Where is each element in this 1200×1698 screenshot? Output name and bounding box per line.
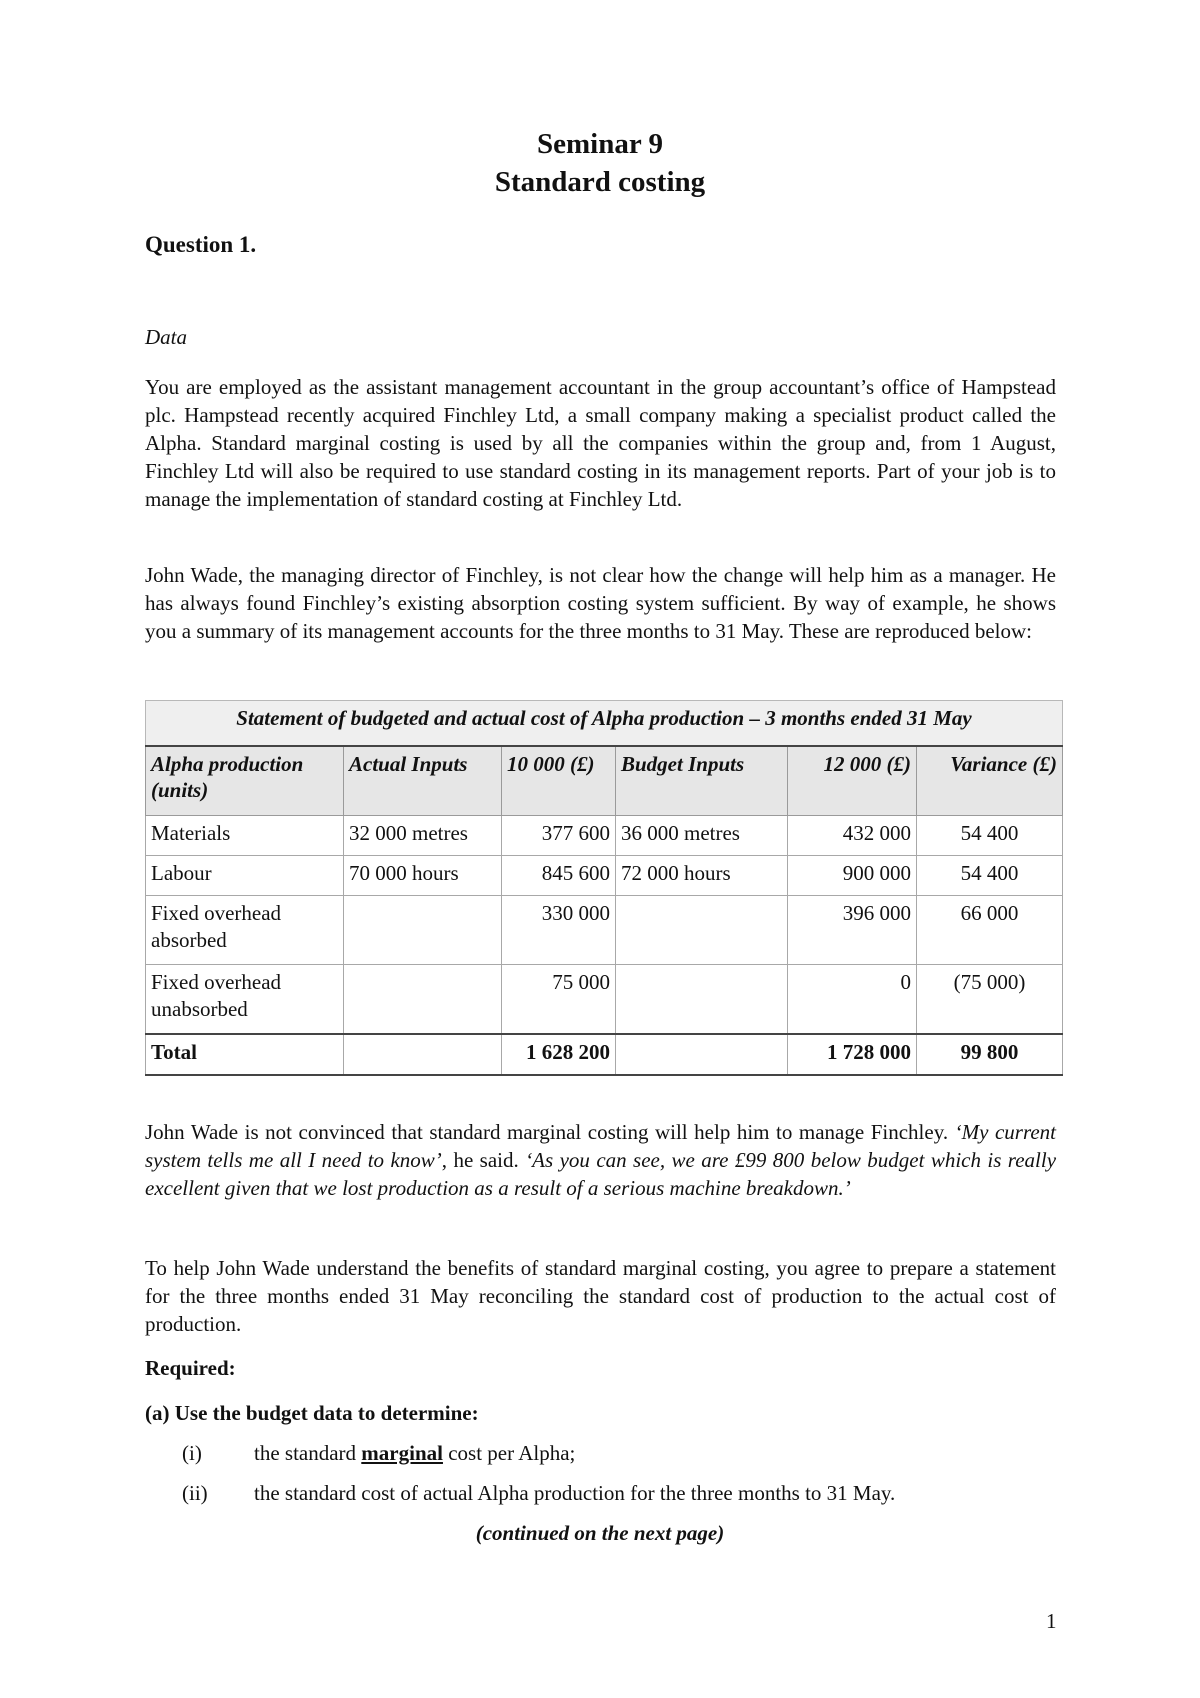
list-item-text: the standard cost of actual Alpha production for the three months to 31 May. (254, 1481, 896, 1505)
list-item-text: the standard (254, 1441, 357, 1465)
table-cell: 54 400 (917, 856, 1063, 896)
table-cell: 1 628 200 (502, 1034, 616, 1075)
table-cell: 377 600 (502, 816, 616, 856)
paragraph-john-wade: John Wade, the managing director of Finchley, is not clear how the change will help him as a manager. He has always found Finchley’s existing absorption costing system sufficient. By way of example, he shows you a summary of its management accounts for the three months to 31 May. These are reproduced below: (145, 563, 1056, 643)
table-cell: 75 000 (502, 965, 616, 1035)
data-label: Data (145, 325, 187, 349)
table-row (146, 856, 1063, 896)
list-item-number: (i) (182, 1441, 202, 1465)
table-cell: 72 000 hours (616, 856, 788, 896)
table-row (146, 896, 1063, 965)
page-subtitle: Standard costing (494, 166, 706, 198)
table-cell: Fixed overhead unabsorbed (146, 965, 344, 1035)
table-cell: 900 000 (788, 856, 917, 896)
table-cell (344, 965, 502, 1035)
paragraph-quote (145, 1118, 1056, 1202)
table-cell: Materials (146, 816, 344, 856)
table-cell (616, 1034, 788, 1075)
table-cell: 99 800 (917, 1034, 1063, 1075)
page-number: 1 (1046, 1609, 1057, 1633)
table-header: Alpha production (units) (146, 746, 344, 816)
part-a-heading: (a) Use the budget data to determine: (145, 1401, 479, 1425)
paragraph-intro: You are employed as the assistant management accountant in the group accountant’s office of Hampstead plc. Hampstead recently acquired Finchley Ltd, a small company making a specialist product called the Alpha. Standard marginal costing is used by all the companies within the group and, from 1 August, Finchley Ltd will also be required to use standard costing in its management reports. Part of your job is to manage the implementation of standard costing at Finchley Ltd. (145, 375, 1056, 511)
table-header: Variance (£) (917, 746, 1063, 816)
table-cell: Total (146, 1034, 344, 1075)
list-item (182, 1441, 575, 1466)
table-cell: 330 000 (502, 896, 616, 965)
table-cell: 432 000 (788, 816, 917, 856)
emphasis-text: marginal (361, 1441, 443, 1465)
table-cell: (75 000) (917, 965, 1063, 1035)
list-item (182, 1481, 895, 1506)
required-label: Required: (145, 1356, 236, 1380)
quote-text: ‘My current system tells me all I need to know’ (145, 1120, 1056, 1172)
table-cell: Fixed overhead absorbed (146, 896, 344, 965)
table-row (146, 816, 1063, 856)
list-item-text: cost per Alpha; (448, 1441, 576, 1465)
cost-statement-table (145, 700, 1062, 1076)
table-caption: Statement of budgeted and actual cost of Alpha production – 3 months ended 31 May (146, 701, 1063, 747)
table-cell: 396 000 (788, 896, 917, 965)
table-header: Actual Inputs (344, 746, 502, 816)
table-cell: 32 000 metres (344, 816, 502, 856)
paragraph-text: John Wade is not convinced that standard marginal costing will help him to manage Finchley. (145, 1120, 949, 1144)
question-heading: Question 1. (145, 232, 257, 257)
quote-text: ‘As you can see, we are £99 800 below budget which is really excellent given that we lost production as a result of a serious machine breakdown.’ (145, 1148, 1057, 1200)
list-item-number: (ii) (182, 1481, 208, 1505)
table-cell: 70 000 hours (344, 856, 502, 896)
table-cell: 0 (788, 965, 917, 1035)
page-title: Seminar 9 (537, 128, 663, 160)
table-header: Budget Inputs (616, 746, 788, 816)
table-cell: 1 728 000 (788, 1034, 917, 1075)
table-cell (344, 1034, 502, 1075)
table-cell (616, 965, 788, 1035)
table-row (146, 965, 1063, 1035)
table-total-row (146, 1034, 1063, 1075)
continued-note: (continued on the next page) (475, 1521, 725, 1545)
table-cell: 845 600 (502, 856, 616, 896)
table-cell: Labour (146, 856, 344, 896)
table-header: 10 000 (£) (502, 746, 616, 816)
table-header: 12 000 (£) (788, 746, 917, 816)
paragraph-text: , he said. (441, 1148, 519, 1172)
table-cell: 54 400 (917, 816, 1063, 856)
table-cell: 36 000 metres (616, 816, 788, 856)
table-cell: 66 000 (917, 896, 1063, 965)
paragraph-task: To help John Wade understand the benefits of standard marginal costing, you agree to prepare a statement for the three months ended 31 May reconciling the standard cost of production to the actual cost of production. (145, 1256, 1056, 1336)
table-cell (616, 896, 788, 965)
table-cell (344, 896, 502, 965)
